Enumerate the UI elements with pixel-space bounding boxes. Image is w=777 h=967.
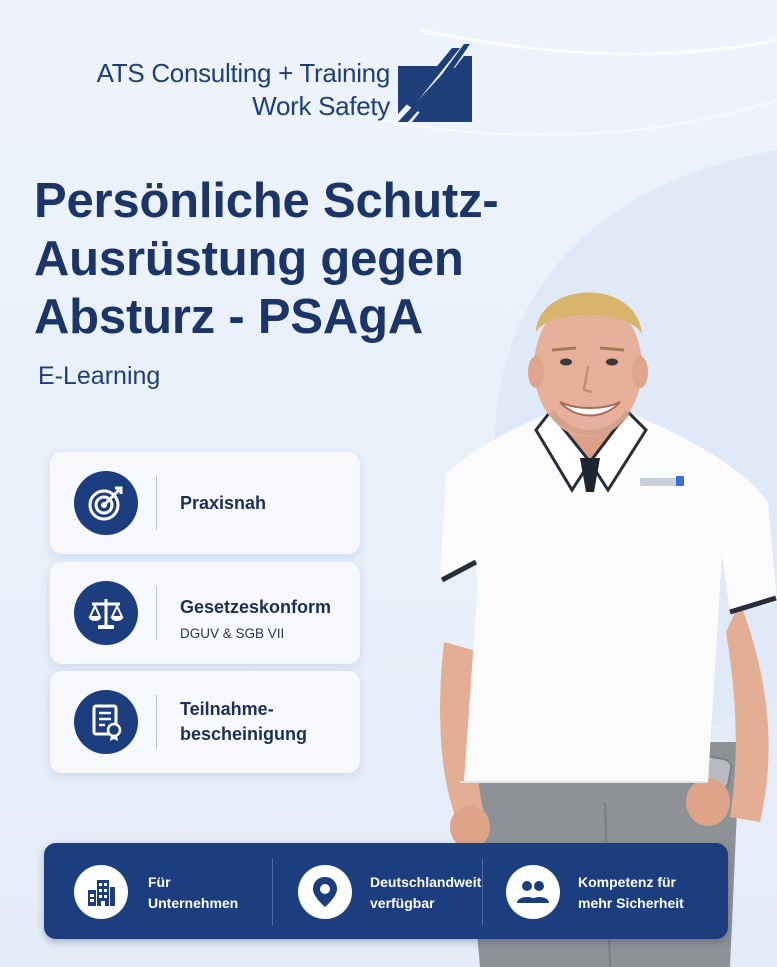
- feature-card-teilnahmebescheinigung: [50, 671, 360, 773]
- title-line-1: Persönliche Schutz-: [34, 174, 499, 228]
- bottom-feature-line-1: Deutschlandweit: [370, 874, 482, 890]
- target-icon: [74, 471, 138, 535]
- feature-label-line-1: Teilnahme-: [180, 699, 274, 719]
- bottom-feature-line-2: mehr Sicherheit: [578, 895, 684, 911]
- bottom-feature-text: [578, 872, 684, 914]
- bottom-feature-text: [370, 872, 481, 914]
- feature-label-line-2: bescheinigung: [180, 724, 308, 744]
- logo-line-1: ATS Consulting + Training: [96, 58, 390, 88]
- scales-icon: [74, 581, 138, 645]
- bottom-feature-deutschlandweit: [272, 843, 482, 939]
- location-pin-icon: [298, 865, 352, 919]
- company-logo: [58, 44, 478, 128]
- people-icon: [506, 865, 560, 919]
- feature-card-gesetzeskonform: [50, 562, 360, 664]
- subtitle: E-Learning: [38, 362, 161, 390]
- bottom-feature-unternehmen: [44, 843, 270, 939]
- feature-label: Praxisnah: [180, 493, 267, 513]
- title-line-2: Ausrüstung gegen: [34, 232, 464, 286]
- bottom-feature-kompetenz: [482, 843, 728, 939]
- card-divider: [156, 695, 157, 749]
- card-divider: [156, 476, 157, 530]
- title-line-3: Absturz - PSAgA: [34, 290, 424, 344]
- feature-label: Gesetzeskonform: [180, 597, 332, 617]
- building-icon: [74, 865, 128, 919]
- card-divider: [156, 586, 157, 640]
- page-title: [34, 172, 499, 346]
- logo-mark-icon: [398, 44, 474, 124]
- bottom-feature-text: [148, 872, 238, 914]
- bottom-feature-line-2: Unternehmen: [148, 895, 239, 911]
- bottom-feature-line-2: verfügbar: [370, 895, 435, 911]
- feature-sublabel: DGUV & SGB VII: [180, 626, 285, 641]
- feature-card-praxisnah: [50, 452, 360, 554]
- bottom-feature-bar: [44, 843, 728, 939]
- bottom-feature-line-1: Für: [148, 874, 171, 890]
- feature-label: [180, 697, 307, 747]
- certificate-icon: [74, 690, 138, 754]
- logo-line-2: Work Safety: [252, 91, 390, 121]
- bottom-feature-line-1: Kompetenz für: [578, 874, 676, 890]
